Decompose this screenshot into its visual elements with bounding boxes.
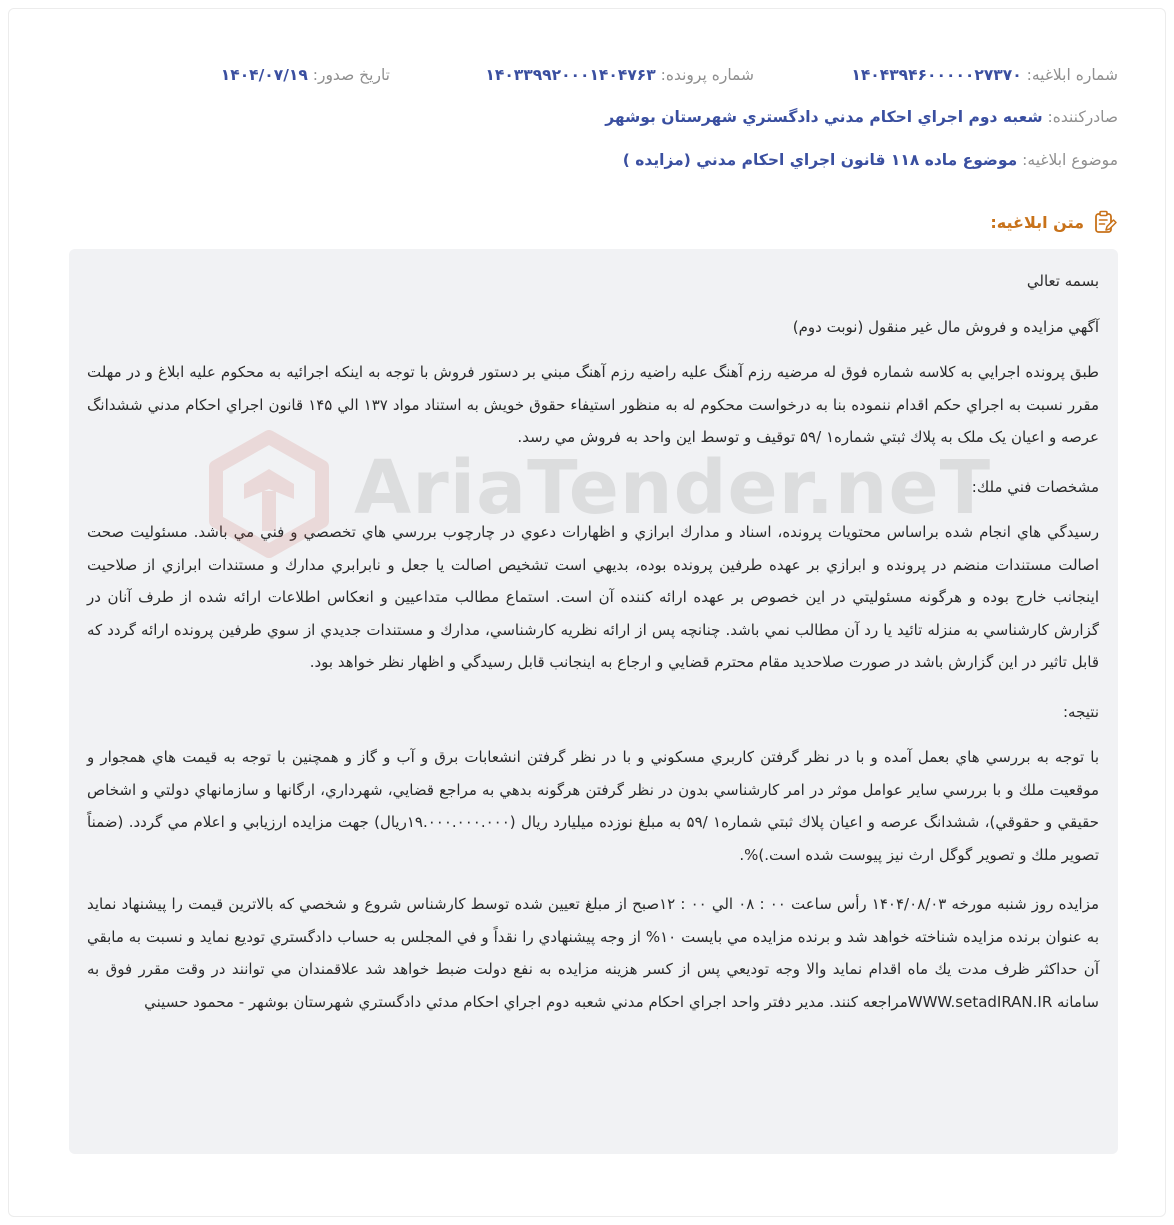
notice-card bbox=[8, 8, 1166, 1217]
case-number bbox=[485, 66, 754, 84]
notice-text-heading bbox=[990, 209, 1118, 235]
document-edit-icon bbox=[1092, 209, 1118, 235]
issuer-value: شعبه دوم اجراي احکام مدني دادگستري شهرستان بوشهر bbox=[605, 108, 1043, 126]
notice-text bbox=[87, 265, 1099, 1035]
paragraph-intro: طبق پرونده اجرايي به کلاسه شماره فوق له مرضيه رزم آهنگ عليه راضيه رزم آهنگ مبني بر دستور فروش با توجه به اينکه اجرائيه به محکوم عليه ابلاغ و در مهلت مقرر نسبت به اجراي حکم اقدام ننموده بنا به درخواست محکوم له به منظور استيفاء حقوق خويش به استناد مواد ۱۳۷ الي ۱۴۵ قانون اجراي احکام مدني ششدانگ عرصه و اعيان يک ملک به پلاك ثبتي شماره۱ /۵۹ توقيف و توسط اين واحد به فروش مي رسد. bbox=[87, 363, 1100, 446]
issuer-label: صادرکننده: bbox=[1047, 108, 1118, 126]
case-number-label: شماره پرونده: bbox=[660, 66, 754, 84]
paragraph-auction: مزايده روز شنبه مورخه ۱۴۰۴/۰۸/۰۳ رأس ساعت ۰۰ : ۰۸ الي ۰۰ : ۱۲صبح از مبلغ تعيين شده توسط كارشناس شروع و شخصي كه بالاترين قيمت را پيشنهاد نمايد به عنوان برنده مزايده شناخته خواهد شد و برنده مزايده مي بايست ۱۰% از وجه پيشنهادي را نقداً و في المجلس به حساب دادگستري توديع نمايد و نسبت به مابقي آن حداكثر ظرف مدت يك ماه اقدام نمايد والا وجه توديعي پس از كسر هزينه مزايده به نفع دولت ضبط خواهد شد علاقمندان مي توانند در وقت مقرر فوق به سامانه WWW.setadIRAN.IRمراجعه كنند. مدير دفتر واحد اجراي احكام مدني شعبه دوم اجراي احكام مدئي دادگستري شهرستان بوشهر - محمود حسيني bbox=[87, 895, 1100, 1011]
issue-date-label: تاريخ صدور: bbox=[312, 66, 390, 84]
notice-number-value: ۱۴۰۴۳۹۴۶۰۰۰۰۰۲۷۳۷۰ bbox=[851, 66, 1022, 84]
paragraph-specs: رسيدگي هاي انجام شده براساس محتويات پرونده، اسناد و مدارك ابرازي و اظهارات دعوي در چارچوب بررسي هاي تخصصي و فني مي باشد. مسئوليت صحت اصالت مستندات منضم در پرونده و ابرازي بر عهده طرفين پرونده بوده، بديهي است تشخيص اصالت يا جعل و نابرابري مدارك و مستندات ابرازي از صلاحيت اينجانب خارج بوده و هرگونه مسئوليتي در اين خصوص بر عهده ارائه كننده آن است. استماع مطالب متداعيين و انعكاس اطلاعات ارائه شده از طرف آنان در گزارش كارشناسي به منزله تائيد يا رد آن مطالب نمي باشد. چنانچه پس از ارائه نظريه كارشناسي، مدارك و مستندات جديدي از سوي طرفين پرونده ارائه گردد كه قابل تاثير در اين گزارش باشد در صورت صلاحديد مقام محترم قضايي و ارجاع به اينجانب قابل رسيدگي و اظهار نظر خواهد بود. bbox=[87, 523, 1099, 671]
issue-date-value: ۱۴۰۴/۰۷/۱۹ bbox=[220, 66, 308, 84]
paragraph-specs-heading: مشخصات فني ملك: bbox=[971, 477, 1099, 496]
paragraph-basmala: بسمه تعالي bbox=[1026, 272, 1099, 290]
issuer-line bbox=[605, 108, 1118, 126]
issue-date bbox=[221, 66, 390, 84]
subject-value: موضوع ماده ۱۱۸ قانون اجراي احکام مدني (مزايده ) bbox=[622, 151, 1018, 169]
section-title: متن ابلاغيه: bbox=[990, 212, 1084, 232]
paragraph-result-heading: نتيجه: bbox=[1062, 702, 1099, 721]
paragraph-result: با توجه به بررسي هاي بعمل آمده و با در نظر گرفتن كاربري مسكوني و با در نظر گرفتن انشعابات برق و آب و گاز و همچنين با توجه به قيمت هاي همجوار و موقعيت ملك و با بررسي ساير عوامل موثر در امر كارشناسي بدون در نظر گرفتن هرگونه بدهي به مراجع قضايي، شهرداري، ارگانها و سازمانهاي دولتي و اشخاص حقيقي و حقوقي)، ششدانگ عرصه و اعيان پلاك ثبتي شماره۱ /۵۹ به مبلغ نوزده ميليارد ريال (۱۹.۰۰۰.۰۰۰.۰۰۰ريال) جهت مزايده ارزيابي و اعلام مي گردد. (ضمناً تصوير ملك و تصوير گوگل ارث نيز پيوست شده است.)%. bbox=[87, 748, 1100, 864]
subject-label: موضوع ابلاغيه: bbox=[1022, 151, 1118, 169]
notice-number-label: شماره ابلاغيه: bbox=[1026, 66, 1118, 84]
case-number-value: ۱۴۰۳۳۹۹۲۰۰۰۱۴۰۴۷۶۳ bbox=[485, 66, 656, 84]
meta-row bbox=[56, 66, 1118, 92]
notice-body bbox=[69, 249, 1118, 1154]
subject-line bbox=[623, 151, 1118, 169]
paragraph-title: آگهي مزايده و فروش مال غير منقول (نوبت دوم) bbox=[792, 317, 1099, 336]
notice-number bbox=[851, 66, 1118, 84]
